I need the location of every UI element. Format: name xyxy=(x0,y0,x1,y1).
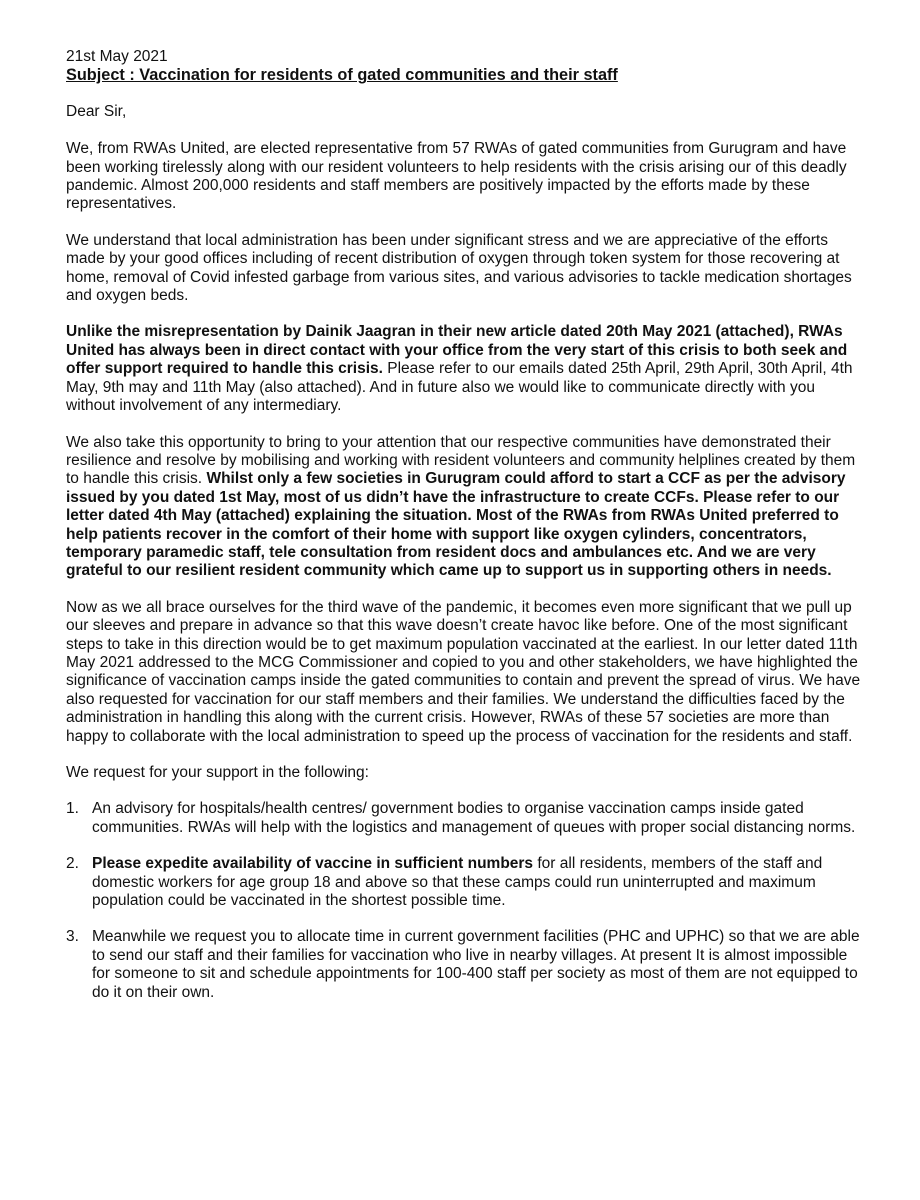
salutation: Dear Sir, xyxy=(66,102,127,120)
resilience-bold-text: Whilst only a few societies in Gurugram could afford to start a CCF as per the advisory issued by you dated 1st May, most of us didn’t have the infrastructure to create CCFs. Please refer to our letter dated 4th May (attached) explaining the situation. Most of the RWAs from RWAs United preferred to help patients recover in the comfort of their home with support like oxygen cylinders, concentrators, temporary paramedic staff, tele consultation from resident docs and ambulances etc. And we are very grateful to our resilient resident community which came up to support us in supporting others in needs. xyxy=(66,470,846,580)
letter-body xyxy=(66,48,866,1020)
list-item xyxy=(66,800,866,837)
list-item xyxy=(66,855,866,910)
list-item-text: for all residents, members of the staff and domestic workers for age group 18 and above so that these camps could run uninterrupted and maximum population could be vaccinated in the shortest possible time. xyxy=(92,855,823,910)
paragraph-resilience xyxy=(66,434,866,581)
letter-date: 21st May 2021 xyxy=(66,48,168,65)
request-intro: We request for your support in the following: xyxy=(66,764,369,781)
list-item-text: An advisory for hospitals/health centres/ government bodies to organise vaccination camps inside gated communities. RWAs will help with the logistics and management of queues with proper social distancing norms. xyxy=(92,800,856,836)
list-item-number: 2. xyxy=(66,855,79,873)
misrepresentation-text: Please refer to our emails dated 25th April, 29th April, 30th April, 4th May, 9th may and 11th May (also attached). And in future also we would like to communicate directly with you without involvement of any intermediary. xyxy=(66,360,853,415)
list-item-number: 3. xyxy=(66,928,79,946)
paragraph-appreciation: We understand that local administration has been under significant stress and we are appreciative of the efforts made by your good offices including of recent distribution of oxygen through token system for those recovering at home, removal of Covid infested garbage from various sites, and various advisories to tackle medication shortages and oxygen beds. xyxy=(66,231,852,305)
resilience-text: We also take this opportunity to bring to your attention that our respective communities have demonstrated their resilience and resolve by mobilising and working with resident volunteers and community helplines created by them to handle this crisis. xyxy=(66,433,856,488)
paragraph-misrepresentation xyxy=(66,323,866,415)
list-item xyxy=(66,928,866,1002)
letter-subject: Subject : Vaccination for residents of gated communities and their staff xyxy=(66,66,618,85)
paragraph-introduction: We, from RWAs United, are elected representative from 57 RWAs of gated communities from Gurugram and have been working tirelessly along with our resident volunteers to help residents with the crisis arising our of this deadly pandemic. Almost 200,000 residents and staff members are positively impacted by the efforts made by these representatives. xyxy=(66,140,847,213)
list-item-number: 1. xyxy=(66,800,79,818)
list-item-text: Meanwhile we request you to allocate time in current government facilities (PHC and UPHC) so that we are able to send our staff and their families for vaccination who live in nearby villages. At present It is almost impossible for someone to sit and schedule appointments for 100-400 staff per society as most of them are not equipped to do it on their own. xyxy=(92,928,860,1001)
misrepresentation-bold-text: Unlike the misrepresentation by Dainik Jaagran in their new article dated 20th May 2021 (attached), RWAs United has always been in direct contact with your office from the very start of this crisis to both seek and offer support required to handle this crisis. xyxy=(66,323,848,378)
paragraph-third-wave: Now as we all brace ourselves for the third wave of the pandemic, it becomes even more significant that we pull up our sleeves and prepare in advance so that this wave doesn’t create havoc like before. One of the most significant steps to take in this direction would be to get maximum population vaccinated at the earliest. In our letter dated 11th May 2021 addressed to the MCG Commissioner and copied to you and other stakeholders, we have highlighted the significance of vaccination camps inside the gated communities to contain and prevent the spread of virus. We have also requested for vaccination for our staff members and their families. We understand the difficulties faced by the administration in handling this along with the current crisis. However, RWAs of these 57 societies are more than happy to collaborate with the local administration to speed up the process of vaccination for the residents and staff. xyxy=(66,598,861,745)
list-item-bold-text: Please expedite availability of vaccine in sufficient numbers xyxy=(92,855,534,873)
request-list xyxy=(66,800,866,1002)
